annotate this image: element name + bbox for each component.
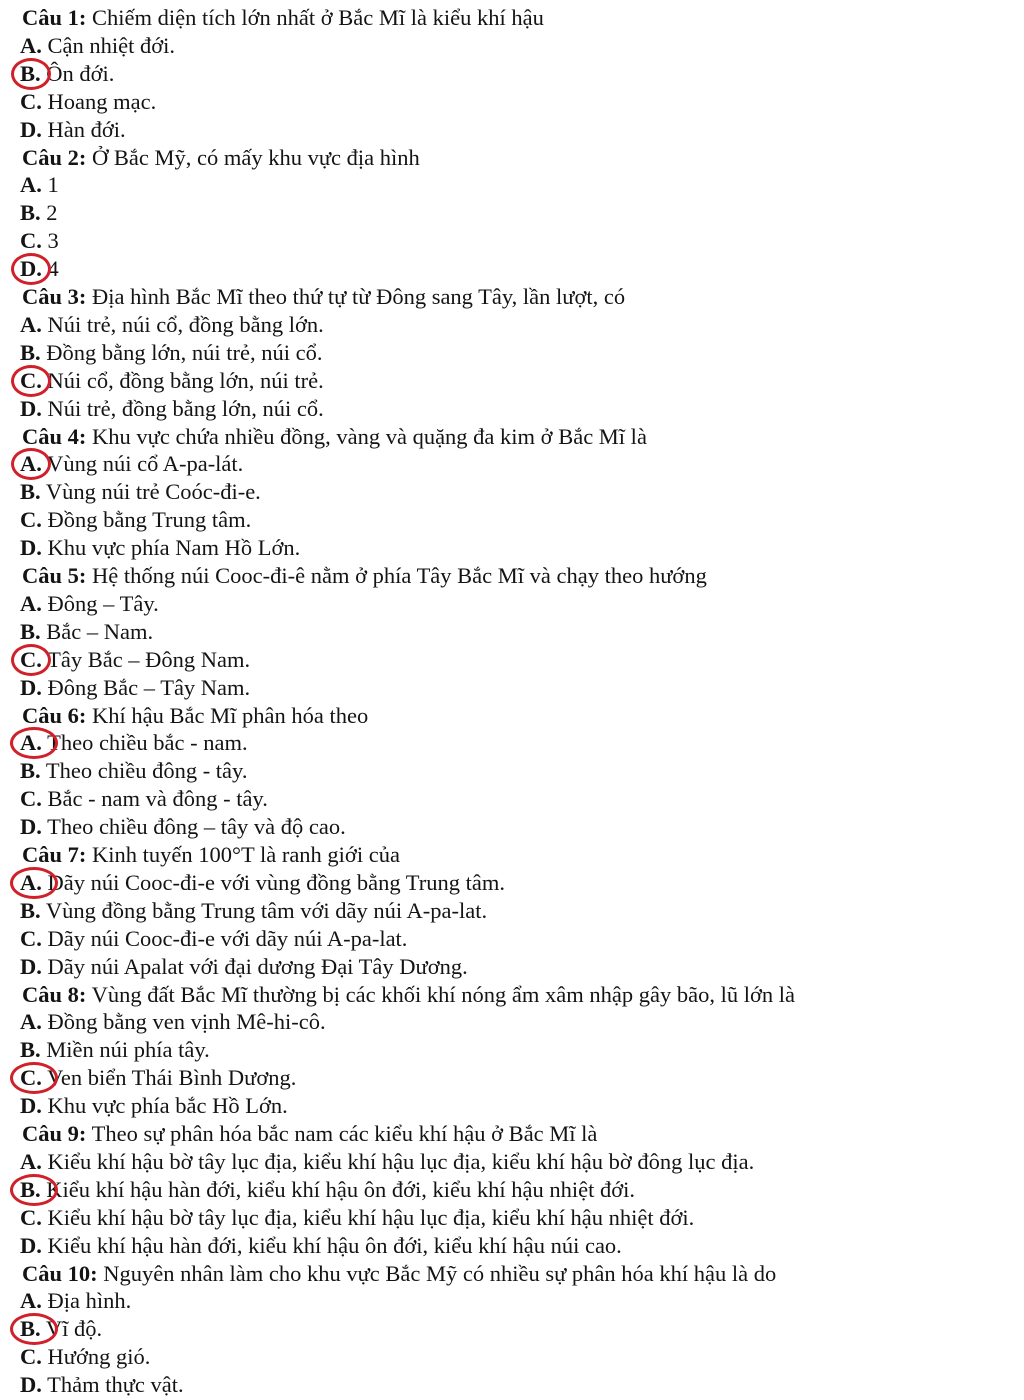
option-text: Núi trẻ, núi cổ, đồng bằng lớn. [47, 311, 324, 337]
answer-option [20, 590, 159, 618]
answer-option [20, 450, 243, 478]
option-letter: C. [20, 228, 42, 254]
answer-option [20, 367, 324, 395]
option-text: Dãy núi Apalat với đại dương Đại Tây Dương. [47, 953, 468, 979]
answer-option [20, 478, 261, 506]
question-9 [22, 1120, 597, 1148]
option-letter: B. [20, 1176, 41, 1202]
option-letter: B. [20, 1037, 41, 1063]
option-letter: B. [20, 200, 41, 226]
question-number: Câu 3: [22, 284, 87, 309]
question-text: Nguyên nhân làm cho khu vực Bắc Mỹ có nhiều sự phân hóa khí hậu là do [103, 1260, 777, 1286]
answer-option [20, 953, 468, 981]
option-text: Kiểu khí hậu bờ tây lục địa, kiểu khí hậu lục địa, kiểu khí hậu nhiệt đới. [47, 1204, 695, 1230]
answer-option [20, 813, 346, 841]
answer-option [20, 1064, 296, 1092]
option-letter: C. [20, 367, 42, 393]
option-text: Vùng núi cổ A-pa-lát. [47, 451, 244, 477]
option-text: Miền núi phía tây. [46, 1037, 210, 1063]
option-text: Thảm thực vật. [47, 1372, 184, 1398]
answer-option [20, 506, 251, 534]
option-text: Cận nhiệt đới. [47, 32, 176, 58]
answer-option [20, 618, 153, 646]
option-letter: D. [20, 116, 42, 142]
question-number: Câu 7: [22, 842, 87, 867]
answer-option [20, 395, 324, 423]
option-text: Khu vực phía Nam Hồ Lớn. [47, 535, 301, 561]
question-number: Câu 8: [22, 981, 87, 1007]
answer-option [20, 785, 268, 813]
option-letter: B. [20, 897, 41, 923]
answer-option [20, 60, 114, 88]
option-text: Hướng gió. [47, 1344, 151, 1370]
option-text: 2 [46, 200, 58, 226]
question-text: Khu vực chứa nhiều đồng, vàng và quặng đa kim ở Bắc Mĩ là [92, 423, 647, 449]
question-text: Chiếm diện tích lớn nhất ở Bắc Mĩ là kiểu khí hậu [92, 5, 544, 30]
option-letter: C. [20, 88, 42, 114]
option-letter: A. [20, 311, 42, 337]
option-letter: B. [20, 479, 41, 505]
option-text: Kiểu khí hậu hàn đới, kiểu khí hậu ôn đới, kiểu khí hậu núi cao. [47, 1232, 622, 1258]
option-letter: B. [20, 339, 41, 365]
option-letter: D. [20, 1232, 42, 1258]
answer-option [20, 1343, 150, 1371]
option-text: Ven biển Thái Bình Dương. [47, 1065, 297, 1091]
answer-option [20, 869, 505, 897]
question-7 [22, 841, 400, 869]
option-text: Theo chiều bắc - nam. [47, 730, 248, 756]
question-text: Vùng đất Bắc Mĩ thường bị các khối khí nóng ẩm xâm nhập gây bão, lũ lớn là [91, 981, 795, 1007]
answer-option [20, 729, 248, 757]
option-letter: A. [20, 32, 42, 58]
option-letter: B. [20, 60, 41, 86]
option-letter: B. [20, 758, 41, 784]
option-text: Kiểu khí hậu bờ tây lục địa, kiểu khí hậu lục địa, kiểu khí hậu bờ đông lục địa. [47, 1148, 755, 1174]
answer-option [20, 339, 323, 367]
question-text: Theo sự phân hóa bắc nam các kiểu khí hậu ở Bắc Mĩ là [91, 1121, 598, 1146]
option-text: Dãy núi Cooc-đi-e với vùng đồng bằng Trung tâm. [47, 869, 505, 895]
answer-option [20, 646, 250, 674]
option-text: Bắc - nam và đông - tây. [47, 786, 268, 812]
answer-option [20, 199, 58, 227]
option-text: Địa hình. [47, 1288, 132, 1314]
answer-option [20, 1008, 326, 1036]
option-letter: B. [20, 1316, 41, 1342]
option-text: Kiểu khí hậu hàn đới, kiểu khí hậu ôn đới, kiểu khí hậu nhiệt đới. [46, 1176, 635, 1202]
answer-option [20, 1371, 184, 1399]
answer-option [20, 1204, 694, 1232]
option-text: Đồng bằng lớn, núi trẻ, núi cổ. [46, 339, 323, 365]
question-number: Câu 6: [22, 702, 87, 728]
option-letter: C. [20, 1344, 42, 1370]
option-letter: A. [20, 1009, 42, 1035]
answer-option [20, 925, 407, 953]
option-text: Hoang mạc. [47, 88, 157, 114]
answer-option [20, 1092, 288, 1120]
option-letter: A. [20, 590, 42, 616]
option-letter: B. [20, 618, 41, 644]
answer-option [20, 1148, 754, 1176]
option-letter: A. [20, 869, 42, 895]
question-1 [22, 4, 544, 32]
question-text: Kinh tuyến 100°T là ranh giới của [92, 842, 400, 867]
option-text: Ôn đới. [46, 60, 115, 86]
question-10 [22, 1260, 776, 1288]
option-text: Vùng đồng bằng Trung tâm với dãy núi A-pa-lat. [45, 897, 488, 923]
question-2 [22, 144, 420, 172]
option-letter: A. [20, 172, 42, 198]
option-letter: D. [20, 1093, 42, 1119]
option-letter: A. [20, 451, 42, 477]
option-text: Đông Bắc – Tây Nam. [47, 674, 251, 700]
option-text: Đồng bằng Trung tâm. [47, 507, 252, 533]
question-text: Hệ thống núi Cooc-đi-ê nằm ở phía Tây Bắc Mĩ và chạy theo hướng [92, 563, 707, 588]
option-letter: D. [20, 256, 42, 282]
answer-option [20, 88, 156, 116]
question-number: Câu 9: [22, 1121, 87, 1146]
question-5 [22, 562, 707, 590]
answer-option [20, 1176, 635, 1204]
question-number: Câu 5: [22, 563, 87, 588]
option-letter: D. [20, 395, 42, 421]
option-letter: C. [20, 1065, 42, 1091]
option-letter: C. [20, 646, 42, 672]
option-letter: D. [20, 1372, 42, 1398]
answer-option [20, 1232, 622, 1260]
question-number: Câu 4: [22, 423, 87, 449]
answer-option [20, 1315, 102, 1343]
option-letter: A. [20, 1288, 42, 1314]
option-text: Đồng bằng ven vịnh Mê-hi-cô. [47, 1009, 326, 1035]
option-letter: D. [20, 535, 42, 561]
option-letter: C. [20, 507, 42, 533]
option-text: Đông – Tây. [47, 590, 159, 616]
option-letter: C. [20, 925, 42, 951]
option-letter: C. [20, 786, 42, 812]
option-text: Dãy núi Cooc-đi-e với dãy núi A-pa-lat. [47, 925, 408, 951]
answer-option [20, 116, 126, 144]
question-text: Ở Bắc Mỹ, có mấy khu vực địa hình [92, 144, 420, 170]
option-text: Vĩ độ. [45, 1316, 103, 1342]
option-text: 4 [47, 256, 59, 282]
question-4 [22, 423, 647, 451]
answer-option [20, 534, 300, 562]
option-text: Núi cổ, đồng bằng lớn, núi trẻ. [47, 367, 324, 393]
question-number: Câu 2: [22, 144, 87, 170]
option-text: Theo chiều đông - tây. [45, 758, 248, 784]
answer-option [20, 311, 324, 339]
option-letter: A. [20, 1148, 42, 1174]
option-letter: C. [20, 1204, 42, 1230]
answer-option [20, 1287, 131, 1315]
answer-option [20, 897, 487, 925]
question-3 [22, 283, 625, 311]
option-letter: D. [20, 953, 42, 979]
option-text: Tây Bắc – Đông Nam. [47, 646, 251, 672]
option-letter: D. [20, 674, 42, 700]
question-text: Khí hậu Bắc Mĩ phân hóa theo [92, 702, 369, 728]
option-text: Khu vực phía bắc Hồ Lớn. [47, 1093, 288, 1119]
answer-option [20, 1036, 210, 1064]
option-text: Hàn đới. [47, 116, 126, 142]
question-number: Câu 10: [22, 1260, 98, 1286]
answer-option [20, 757, 247, 785]
question-8 [22, 981, 795, 1009]
option-letter: D. [20, 814, 42, 840]
option-text: Núi trẻ, đồng bằng lớn, núi cổ. [47, 395, 324, 421]
option-text: Vùng núi trẻ Coóc-đi-e. [45, 479, 261, 505]
answer-option [20, 674, 250, 702]
option-text: 3 [47, 228, 59, 254]
answer-option [20, 255, 59, 283]
option-letter: A. [20, 730, 42, 756]
option-text: 1 [47, 172, 59, 198]
option-text: Theo chiều đông – tây và độ cao. [47, 814, 346, 840]
option-text: Bắc – Nam. [46, 618, 154, 644]
question-number: Câu 1: [22, 5, 87, 30]
question-6 [22, 702, 368, 730]
answer-option [20, 32, 175, 60]
question-text: Địa hình Bắc Mĩ theo thứ tự từ Đông sang Tây, lần lượt, có [92, 284, 626, 309]
answer-option [20, 227, 59, 255]
answer-option [20, 171, 59, 199]
